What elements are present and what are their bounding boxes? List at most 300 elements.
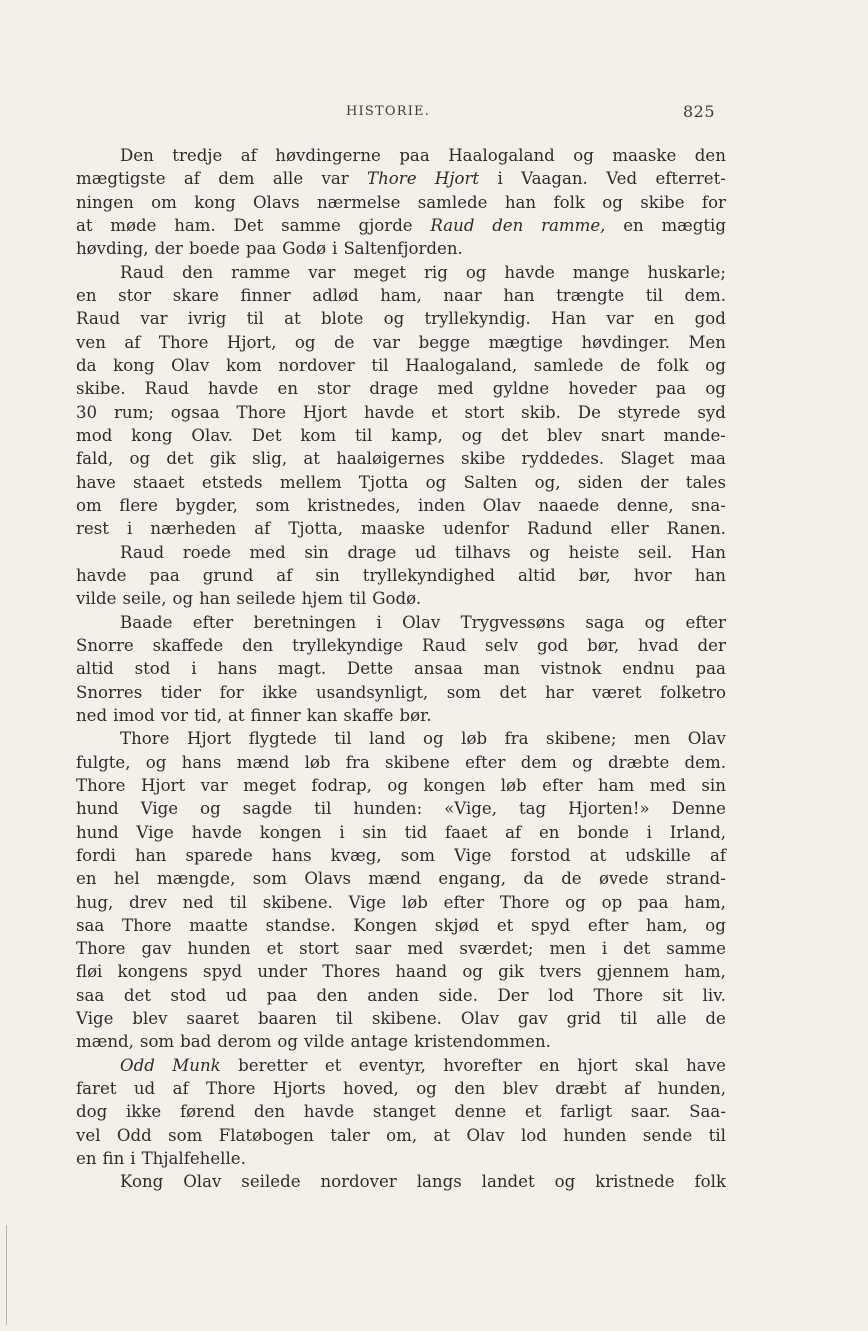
text-line — [76, 401, 726, 424]
word: lod — [548, 985, 574, 1005]
word: et — [431, 402, 448, 422]
word: at — [589, 845, 607, 865]
word: et — [324, 1055, 342, 1075]
word: fodrap, — [311, 775, 372, 795]
word: Hjort — [302, 402, 348, 422]
word: de — [561, 869, 582, 889]
word: det — [623, 939, 651, 959]
word: og — [705, 915, 726, 935]
word: har — [545, 682, 574, 702]
word: som — [400, 845, 435, 865]
word: saaret — [186, 1009, 240, 1029]
word: derom — [217, 1032, 272, 1052]
word: Han — [551, 309, 587, 329]
word: saa — [76, 915, 105, 935]
text-line — [76, 821, 726, 844]
word: været — [592, 682, 642, 702]
word: og — [277, 1032, 299, 1052]
text-line — [76, 1030, 726, 1053]
word: dem — [520, 752, 557, 772]
word: syd — [697, 402, 726, 422]
word: og, — [534, 472, 561, 492]
word: Thore — [122, 915, 172, 935]
word: til — [620, 1009, 638, 1029]
word: ud — [225, 985, 248, 1005]
word: sin — [315, 565, 340, 585]
word: ramme — [231, 262, 291, 282]
word: Odd — [116, 1125, 152, 1145]
word: «Vige, — [444, 799, 498, 819]
word: var — [372, 332, 401, 352]
word: hoveder — [568, 379, 637, 399]
text-line — [76, 751, 726, 774]
word: og — [644, 612, 666, 632]
word: hunden, — [657, 1079, 726, 1099]
word: eller — [610, 519, 649, 539]
word: Godø. — [372, 589, 422, 609]
word: stor — [317, 379, 351, 399]
word: de — [333, 332, 355, 352]
word: selv — [484, 635, 519, 655]
word: tid — [404, 822, 428, 842]
word: paa — [245, 239, 277, 259]
word: hvor — [633, 565, 672, 585]
word: af — [505, 822, 522, 842]
word: den — [242, 635, 274, 655]
word: Hjort — [434, 169, 480, 189]
word: eventyr, — [358, 1055, 426, 1075]
word: Raud — [76, 309, 121, 329]
word: om — [151, 192, 177, 212]
word: en — [539, 1055, 560, 1075]
word: til — [334, 729, 352, 749]
word: finner — [240, 285, 291, 305]
word: Irland, — [669, 822, 726, 842]
word: Baade — [120, 612, 173, 632]
word: gav — [517, 1009, 548, 1029]
word: inden — [418, 495, 466, 515]
word: kvæg, — [330, 845, 382, 865]
word: kongen — [259, 822, 322, 842]
word: til — [335, 1009, 353, 1029]
word: ikke — [125, 1102, 162, 1122]
word: Raud — [120, 262, 165, 282]
word: i — [332, 239, 338, 259]
word: om, — [386, 1125, 418, 1145]
word: Thore — [236, 402, 287, 422]
word: i — [601, 939, 608, 959]
text-line — [76, 611, 726, 634]
text-line — [76, 1100, 726, 1123]
word: staaet — [133, 472, 185, 492]
word: var — [606, 309, 634, 329]
word: han — [135, 845, 167, 865]
text-line — [76, 937, 726, 960]
word: ned — [182, 892, 214, 912]
word: tvers — [539, 962, 582, 982]
word: ham, — [684, 962, 726, 982]
word: vor — [160, 705, 189, 725]
word: fra — [504, 729, 529, 749]
text-line — [76, 261, 726, 284]
word: sna- — [691, 495, 726, 515]
word: at — [303, 449, 320, 469]
word: Haalogaland — [448, 146, 555, 165]
word: skibene. — [371, 1009, 442, 1029]
word: meget — [243, 775, 296, 795]
word: dog — [76, 1102, 108, 1122]
word: maatte — [189, 915, 248, 935]
text-line — [76, 984, 726, 1007]
text-line — [76, 191, 726, 214]
word: beretter — [238, 1055, 308, 1075]
word: og — [172, 589, 194, 609]
word: tryllekyndighed — [362, 565, 496, 585]
word: Olav — [171, 355, 210, 375]
word: god — [694, 309, 726, 329]
word: Thore — [367, 169, 417, 189]
word: fløi — [76, 962, 103, 982]
word: beretningen — [253, 612, 357, 632]
word: hoved, — [343, 1079, 399, 1099]
word: flere — [119, 495, 158, 515]
word: men — [549, 939, 586, 959]
word: Thore — [120, 729, 170, 749]
word: hunden — [563, 1125, 627, 1145]
word: at — [284, 309, 301, 329]
word: den — [253, 1102, 286, 1122]
word: og — [200, 799, 221, 819]
word: baaren — [257, 1009, 317, 1029]
word: hunden — [187, 939, 251, 959]
word: taler — [330, 1125, 370, 1145]
word: i — [191, 659, 197, 679]
word: gik — [209, 449, 236, 469]
text-line — [76, 494, 726, 517]
word: løb — [500, 775, 527, 795]
word: tid, — [194, 705, 222, 725]
word: Thore — [499, 892, 550, 912]
word: seil. — [638, 542, 673, 562]
text-line — [76, 844, 726, 867]
word: til — [371, 355, 389, 375]
word: kristnede — [595, 1172, 675, 1192]
word: kong — [131, 425, 173, 445]
word: tredje — [172, 146, 223, 165]
word: efter — [465, 752, 506, 772]
word: op — [601, 892, 623, 912]
word: skare — [172, 285, 219, 305]
word: af — [276, 565, 293, 585]
word: et — [496, 915, 514, 935]
word: under — [257, 962, 308, 982]
word: mænd, — [76, 1032, 134, 1052]
word: hel — [113, 869, 140, 889]
word: etsteds — [201, 472, 263, 492]
word: havde — [191, 822, 243, 842]
word: og — [387, 775, 408, 795]
word: lod — [521, 1125, 547, 1145]
word: ud — [133, 1079, 156, 1099]
word: tryllekyndig. — [424, 309, 531, 329]
word: skibene. — [262, 892, 333, 912]
word: ramme, — [541, 215, 606, 235]
word: meget — [353, 262, 407, 282]
word: havde — [207, 379, 259, 399]
word: Denne — [671, 799, 726, 819]
word: Snorres — [76, 682, 143, 702]
word: det — [499, 682, 527, 702]
word: men — [633, 729, 671, 749]
word: Ranen. — [666, 519, 726, 539]
word: tider — [160, 682, 202, 702]
word: Det — [233, 215, 264, 235]
word: af — [254, 519, 271, 539]
word: mægtig — [661, 215, 726, 235]
word: grid — [566, 1009, 602, 1029]
word: maa — [690, 449, 726, 469]
word: til — [246, 309, 264, 329]
word: i — [376, 612, 382, 632]
word: Tjotta — [358, 472, 409, 492]
word: ivrig — [187, 309, 227, 329]
word: Hjort, — [226, 332, 277, 352]
word: mod — [76, 425, 113, 445]
word: sin — [304, 542, 329, 562]
word: at — [76, 215, 93, 235]
word: snart — [600, 425, 645, 445]
word: var — [308, 262, 336, 282]
word: standse. — [265, 915, 336, 935]
word: i — [646, 822, 652, 842]
word: faret — [76, 1079, 117, 1099]
word: farligt — [560, 1102, 613, 1122]
word: paa — [399, 146, 430, 165]
word: den — [316, 985, 348, 1005]
text-line — [76, 447, 726, 470]
word: De — [577, 402, 601, 422]
word: Vige — [348, 892, 387, 912]
text-line — [76, 634, 726, 657]
word: hvorefter — [443, 1055, 522, 1075]
word: og — [461, 425, 483, 445]
word: udskille — [625, 845, 691, 865]
word: efter — [192, 612, 234, 632]
word: flygtede — [248, 729, 317, 749]
word: og — [705, 355, 726, 375]
word: saa — [76, 985, 105, 1005]
word: antage — [350, 1032, 409, 1052]
word: stod — [170, 985, 207, 1005]
word: Kong — [120, 1172, 164, 1192]
word: folk — [694, 1172, 726, 1192]
word: efter — [587, 915, 629, 935]
text-line — [76, 471, 726, 494]
word: vilde — [304, 1032, 345, 1052]
word: dræbte — [608, 752, 670, 772]
word: seilede — [241, 1172, 301, 1192]
word: nærheden — [150, 519, 237, 539]
word: rum; — [113, 402, 154, 422]
word: og — [529, 542, 550, 562]
word: ham, — [645, 915, 688, 935]
word: sit — [662, 985, 684, 1005]
word: faaet — [445, 822, 488, 842]
word: saga — [585, 612, 625, 632]
word: efter — [685, 612, 726, 632]
word: Odd — [120, 1055, 155, 1075]
word: Det — [251, 425, 282, 445]
word: ned — [76, 705, 108, 725]
word: naar — [443, 285, 482, 305]
word: folk — [553, 192, 585, 212]
word: med — [649, 775, 686, 795]
word: 30 — [76, 402, 98, 422]
word: saar. — [630, 1102, 671, 1122]
word: sin — [701, 775, 726, 795]
word: siden — [577, 472, 623, 492]
word: dem. — [684, 752, 726, 772]
word: ven — [76, 332, 106, 352]
word: og — [425, 472, 447, 492]
word: seilede — [236, 589, 296, 609]
word: man — [483, 659, 520, 679]
word: nordover — [278, 355, 355, 375]
word: den — [492, 215, 524, 235]
word: Men — [688, 332, 726, 352]
word: gjennem — [596, 962, 670, 982]
word: den — [182, 262, 214, 282]
word: blote — [320, 309, 364, 329]
word: mængde, — [157, 869, 236, 889]
word: i — [126, 519, 133, 539]
word: kong — [194, 192, 236, 212]
word: og — [423, 729, 444, 749]
word: bør. — [399, 705, 432, 725]
word: samlede — [417, 192, 488, 212]
word: paa — [149, 565, 180, 585]
word: paa — [638, 892, 669, 912]
word: Thjalfehelle. — [141, 1149, 246, 1169]
word: efterret- — [655, 169, 726, 189]
word: kamp, — [391, 425, 443, 445]
word: Saltenfjorden. — [343, 239, 463, 259]
text-line — [76, 797, 726, 820]
word: naaede — [538, 495, 600, 515]
word: Hjorten!» — [568, 799, 650, 819]
word: begge — [418, 332, 471, 352]
word: han — [199, 589, 231, 609]
word: landet — [481, 1172, 535, 1192]
word: Haalogaland, — [405, 355, 518, 375]
word: Der — [497, 985, 529, 1005]
word: rest — [76, 519, 109, 539]
word: drev — [129, 892, 167, 912]
page-header — [0, 104, 868, 124]
word: Olav — [482, 495, 521, 515]
word: møde — [110, 215, 157, 235]
word: Slaget — [620, 449, 675, 469]
word: af — [183, 169, 200, 189]
text-line — [76, 541, 726, 564]
text-line — [76, 681, 726, 704]
text-line — [76, 1007, 726, 1030]
word: stort — [464, 402, 505, 422]
word: bygder, — [175, 495, 238, 515]
word: Hjort — [140, 775, 186, 795]
word: til — [708, 1125, 726, 1145]
word: ningen — [76, 192, 134, 212]
word: haand — [395, 962, 448, 982]
text-line — [76, 1124, 726, 1147]
word: Han — [690, 542, 726, 562]
word: paa — [655, 379, 687, 399]
word: bonde — [577, 822, 629, 842]
word: ogsaa — [170, 402, 220, 422]
word: forstod — [510, 845, 571, 865]
word: hans — [217, 659, 258, 679]
text-line — [76, 914, 726, 937]
word: hunden: — [353, 799, 423, 819]
word: heiste — [568, 542, 620, 562]
word: som — [446, 682, 481, 702]
word: ud — [414, 542, 437, 562]
word: det — [166, 449, 194, 469]
word: det — [501, 425, 529, 445]
word: dem — [218, 169, 255, 189]
word: og — [465, 262, 487, 282]
word: efter — [443, 892, 485, 912]
word: Hjorts — [272, 1079, 326, 1099]
word: skaffe — [343, 705, 394, 725]
word: havde — [303, 1102, 355, 1122]
running-title: HISTORIE. — [346, 104, 431, 119]
word: skibe. — [76, 379, 126, 399]
word: skibe — [460, 449, 506, 469]
word: engang, — [438, 869, 506, 889]
word: var — [321, 169, 349, 189]
word: til — [645, 285, 663, 305]
word: drage — [347, 542, 397, 562]
word: vel — [76, 1125, 101, 1145]
word: med — [407, 939, 444, 959]
word: Vige — [136, 822, 174, 842]
word: om — [76, 495, 102, 515]
word: en — [76, 1149, 97, 1169]
word: hund — [76, 822, 119, 842]
word: Raud — [120, 542, 165, 562]
word: hans — [271, 845, 312, 865]
word: høvdinger. — [581, 332, 670, 352]
word: gyldne — [492, 379, 550, 399]
word: til — [314, 799, 332, 819]
word: slig, — [252, 449, 288, 469]
word: denne — [454, 1102, 507, 1122]
word: have — [686, 1055, 726, 1075]
word: Kongen — [353, 915, 418, 935]
word: tryllekyndige — [292, 635, 404, 655]
word: hjort — [577, 1055, 618, 1075]
word: til — [229, 892, 247, 912]
word: udenfor — [443, 519, 509, 539]
word: stor — [118, 285, 152, 305]
word: endnu — [622, 659, 675, 679]
word: en — [76, 869, 97, 889]
word: af — [172, 1079, 189, 1099]
word: skib. — [521, 402, 561, 422]
word: Olav — [183, 1172, 222, 1192]
word: Olavs — [252, 192, 300, 212]
